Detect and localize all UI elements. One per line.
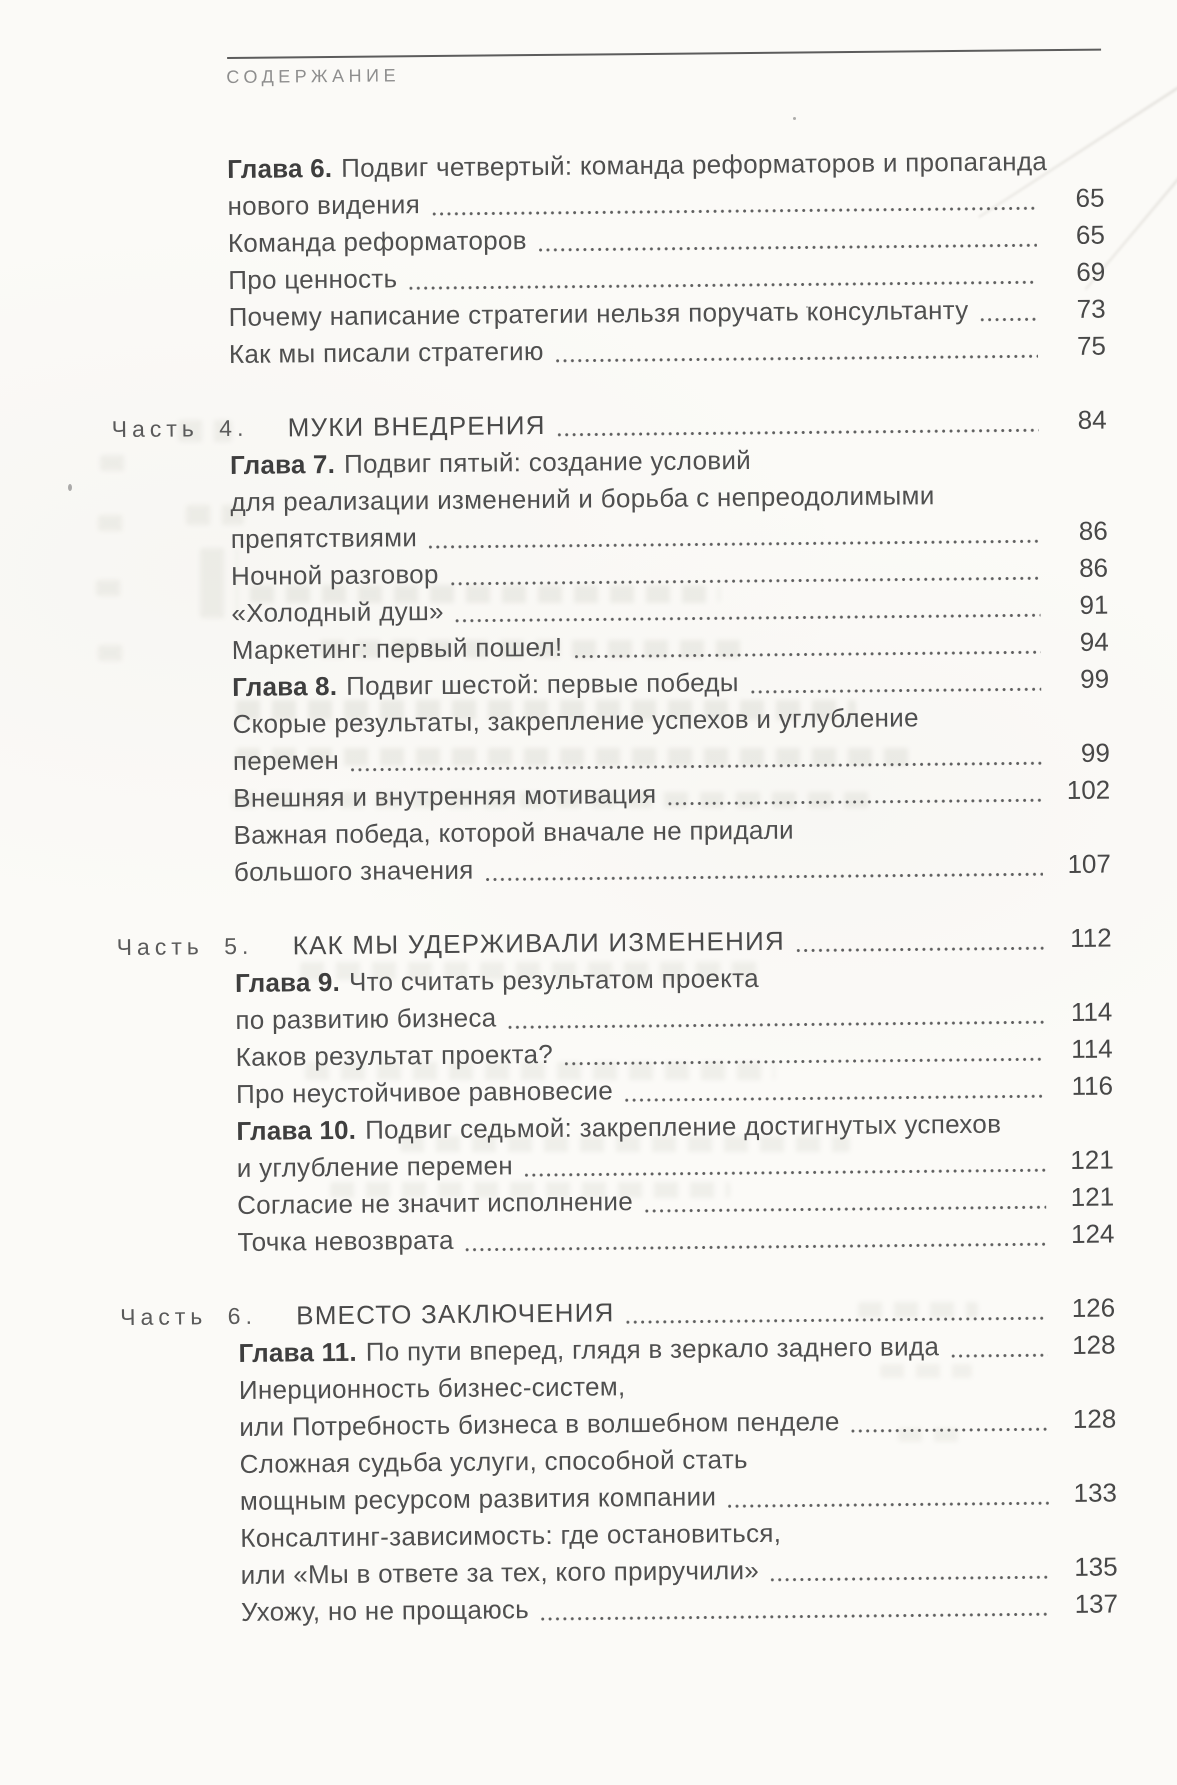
page-number: 86 — [1078, 515, 1108, 546]
page-number: 112 — [1070, 922, 1112, 953]
entry-text: Важная победа, которой вначале не придали — [233, 814, 795, 850]
entry-text: «Холодный душ» — [231, 595, 444, 628]
page-number: 124 — [1070, 1218, 1115, 1249]
entry-text: По пути вперед, глядя в зеркало заднего вида — [365, 1331, 940, 1367]
page-number: 116 — [1071, 1070, 1114, 1101]
dot-leader — [728, 1501, 1049, 1508]
entry-text: Почему написание стратегии нельзя поручать консультанту — [228, 294, 969, 332]
chapter-number-label: Глава 10. — [236, 1114, 357, 1146]
dot-leader — [565, 1057, 1045, 1066]
entry-text: по развитию бизнеса — [235, 1002, 497, 1035]
page-title: СОДЕРЖАНИЕ — [226, 65, 401, 88]
part-title: ВМЕСТО ЗАКЛЮЧЕНИЯ — [296, 1297, 615, 1331]
page-number: 121 — [1070, 1181, 1115, 1212]
entry-text: Подвиг шестой: первые победы — [346, 667, 739, 701]
entry-text: нового видения — [227, 189, 421, 221]
dot-leader — [429, 539, 1040, 549]
dot-leader — [409, 280, 1037, 290]
dot-leader — [558, 428, 1039, 437]
dot-leader — [525, 1168, 1046, 1177]
entry-text: мощным ресурсом развития компании — [239, 1481, 717, 1516]
page-number: 69 — [1076, 256, 1106, 287]
entry-text: Маркетинг: первый пошел! — [231, 631, 563, 665]
dot-leader — [951, 1353, 1047, 1358]
dot-leader — [451, 576, 1040, 586]
part-number-label: Часть 6. — [120, 1302, 258, 1331]
entry-text: Сложная судьба услуги, способной стать — [239, 1444, 748, 1479]
dot-leader — [751, 687, 1041, 694]
dot-leader — [981, 317, 1038, 322]
chapter-number-label: Глава 6. — [227, 152, 333, 184]
page-number: 135 — [1074, 1551, 1118, 1582]
toc-row — [234, 846, 1111, 891]
dot-leader — [541, 1612, 1050, 1621]
entry-text: Подвиг пятый: создание условий — [343, 444, 752, 479]
dot-leader — [669, 798, 1043, 806]
entry-text: Скорые результаты, закрепление успехов и углубление — [232, 702, 919, 739]
dot-leader — [645, 1205, 1046, 1213]
entry-text: Про неустойчивое равновесие — [235, 1075, 614, 1109]
toc-row — [229, 328, 1106, 373]
part-number-label: Часть 4. — [111, 414, 249, 443]
entry-text: Каков результат проекта? — [235, 1038, 554, 1072]
page-number: 107 — [1067, 848, 1112, 879]
entry-text: Подвиг седьмой: закрепление достигнутых успехов — [364, 1108, 1002, 1145]
page-number: 75 — [1076, 330, 1107, 361]
dot-leader — [466, 1242, 1047, 1252]
entry-text: Про ценность — [228, 263, 398, 295]
dot-leader — [486, 872, 1043, 881]
page-number: 94 — [1079, 626, 1109, 657]
part-title: КАК МЫ УДЕРЖИВАЛИ ИЗМЕНЕНИЯ — [292, 925, 786, 961]
entry-text: и углубление перемен — [236, 1150, 514, 1183]
page-number: 121 — [1070, 1144, 1114, 1175]
dot-leader — [771, 1575, 1050, 1582]
entry-text: Подвиг четвертый: команда реформаторов и пропаганда — [341, 146, 1048, 183]
page-number: 126 — [1071, 1292, 1116, 1323]
entry-text: большого значения — [233, 854, 474, 887]
dot-leader — [625, 1094, 1045, 1102]
dot-leader — [509, 1020, 1045, 1029]
page-number: 133 — [1073, 1477, 1118, 1508]
dot-leader — [556, 354, 1038, 363]
entry-text: Инерционность бизнес-систем, — [238, 1371, 626, 1405]
page-number: 114 — [1070, 996, 1113, 1027]
page-number: 86 — [1078, 552, 1109, 583]
entry-text: Внешняя и внутренняя мотивация — [233, 778, 657, 813]
toc-row — [241, 1586, 1118, 1631]
table-of-contents — [111, 143, 1119, 1631]
page-number: 128 — [1071, 1329, 1116, 1360]
dot-leader — [797, 946, 1044, 952]
dot-leader — [456, 613, 1041, 623]
dot-leader — [575, 650, 1041, 658]
part-title: МУКИ ВНЕДРЕНИЯ — [287, 409, 546, 443]
chapter-number-label: Глава 11. — [238, 1336, 357, 1368]
chapter-number-label: Глава 9. — [234, 966, 341, 998]
entry-text: Что считать результатом проекта — [348, 962, 760, 997]
chapter-number-label: Глава 8. — [232, 670, 338, 702]
dot-leader — [432, 206, 1036, 216]
page-number: 137 — [1074, 1588, 1119, 1619]
page-number: 84 — [1077, 404, 1107, 435]
dot-leader — [627, 1316, 1048, 1324]
page-number: 99 — [1080, 663, 1110, 694]
page-number: 102 — [1066, 774, 1111, 805]
part-number-label: Часть 5. — [116, 932, 254, 961]
entry-text: перемен — [232, 744, 340, 776]
entry-text: препятствиями — [230, 522, 418, 554]
page-number: 65 — [1075, 182, 1105, 213]
page-number: 114 — [1071, 1033, 1113, 1064]
header-rule — [227, 49, 1101, 59]
dot-leader — [539, 243, 1037, 252]
entry-text: Согласие не значит исполнение — [236, 1186, 634, 1220]
entry-text: Как мы писали стратегию — [228, 335, 544, 369]
page-number: 99 — [1080, 737, 1110, 768]
entry-text: или Потребность бизнеса в волшебном пенделе — [239, 1406, 840, 1442]
entry-text: для реализации изменений и борьба с непреодолимыми — [230, 480, 935, 517]
page-number: 73 — [1076, 293, 1106, 324]
entry-text: или «Мы в ответе за тех, кого приручили» — [240, 1554, 760, 1590]
entry-text: Консалтинг-зависимость: где остановиться, — [240, 1517, 782, 1553]
toc-row — [237, 1216, 1114, 1261]
entry-text: Ухожу, но не прощаюсь — [240, 1594, 530, 1627]
page-number: 128 — [1072, 1403, 1117, 1434]
entry-text: Точка невозврата — [237, 1224, 455, 1257]
entry-text: Команда реформаторов — [227, 225, 527, 258]
dot-leader — [852, 1427, 1049, 1433]
dot-leader — [351, 761, 1042, 772]
page-number: 65 — [1075, 219, 1105, 250]
entry-text: Ночной разговор — [230, 558, 439, 591]
chapter-number-label: Глава 7. — [229, 448, 336, 480]
page-number: 91 — [1079, 589, 1109, 620]
